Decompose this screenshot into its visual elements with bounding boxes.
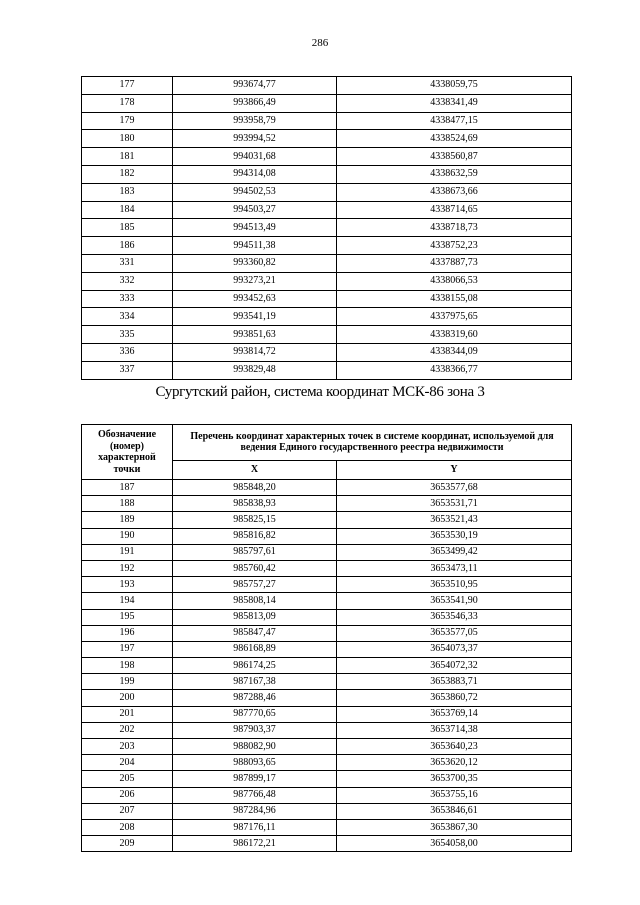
table-row bbox=[82, 361, 572, 379]
y-coordinate-cell: 3654073,37 bbox=[337, 641, 572, 657]
table-row bbox=[82, 836, 572, 852]
x-coordinate-cell: 986174,25 bbox=[173, 658, 337, 674]
point-id-cell: 177 bbox=[82, 77, 173, 95]
x-coordinate-cell: 987903,37 bbox=[173, 722, 337, 738]
table-row bbox=[82, 755, 572, 771]
y-coordinate-cell: 4338066,53 bbox=[337, 272, 572, 290]
table-row bbox=[82, 290, 572, 308]
y-coordinate-cell: 3653883,71 bbox=[337, 674, 572, 690]
point-id-cell: 199 bbox=[82, 674, 173, 690]
x-coordinate-cell: 994503,27 bbox=[173, 201, 337, 219]
y-coordinate-cell: 4338366,77 bbox=[337, 361, 572, 379]
table-row bbox=[82, 544, 572, 560]
table-row bbox=[82, 512, 572, 528]
y-coordinate-cell: 3653499,42 bbox=[337, 544, 572, 560]
point-id-cell: 191 bbox=[82, 544, 173, 560]
y-coordinate-cell: 3653714,38 bbox=[337, 722, 572, 738]
table-body bbox=[82, 77, 572, 380]
y-coordinate-cell: 4338341,49 bbox=[337, 94, 572, 112]
point-id-cell: 206 bbox=[82, 787, 173, 803]
point-id-cell: 204 bbox=[82, 755, 173, 771]
x-coordinate-cell: 993674,77 bbox=[173, 77, 337, 95]
point-id-cell: 337 bbox=[82, 361, 173, 379]
y-coordinate-cell: 3654058,00 bbox=[337, 836, 572, 852]
x-coordinate-cell: 985848,20 bbox=[173, 480, 337, 496]
y-coordinate-cell: 3653846,61 bbox=[337, 803, 572, 819]
point-id-cell: 182 bbox=[82, 165, 173, 183]
y-coordinate-cell: 4338714,65 bbox=[337, 201, 572, 219]
point-id-cell: 181 bbox=[82, 148, 173, 166]
point-id-cell: 178 bbox=[82, 94, 173, 112]
table-row bbox=[82, 625, 572, 641]
table-row bbox=[82, 201, 572, 219]
x-coordinate-cell: 993273,21 bbox=[173, 272, 337, 290]
point-id-cell: 202 bbox=[82, 722, 173, 738]
table-row bbox=[82, 130, 572, 148]
x-coordinate-cell: 993814,72 bbox=[173, 343, 337, 361]
table-row bbox=[82, 787, 572, 803]
point-id-cell: 205 bbox=[82, 771, 173, 787]
table-row bbox=[82, 690, 572, 706]
y-coordinate-cell: 3653769,14 bbox=[337, 706, 572, 722]
x-coordinate-cell: 993851,63 bbox=[173, 326, 337, 344]
y-coordinate-cell: 3653546,33 bbox=[337, 609, 572, 625]
y-coordinate-cell: 4338477,15 bbox=[337, 112, 572, 130]
table-row bbox=[82, 183, 572, 201]
y-coordinate-cell: 3653473,11 bbox=[337, 560, 572, 576]
x-coordinate-cell: 985808,14 bbox=[173, 593, 337, 609]
point-id-cell: 198 bbox=[82, 658, 173, 674]
table-row bbox=[82, 739, 572, 755]
x-coordinate-cell: 993452,63 bbox=[173, 290, 337, 308]
x-coordinate-cell: 993360,82 bbox=[173, 254, 337, 272]
point-id-cell: 201 bbox=[82, 706, 173, 722]
table-row bbox=[82, 480, 572, 496]
y-coordinate-cell: 3653531,71 bbox=[337, 496, 572, 512]
x-coordinate-cell: 987770,65 bbox=[173, 706, 337, 722]
table-row bbox=[82, 593, 572, 609]
x-coordinate-cell: 994513,49 bbox=[173, 219, 337, 237]
table-row bbox=[82, 609, 572, 625]
x-coordinate-cell: 993994,52 bbox=[173, 130, 337, 148]
point-id-cell: 192 bbox=[82, 560, 173, 576]
x-coordinate-cell: 987766,48 bbox=[173, 787, 337, 803]
point-id-cell: 195 bbox=[82, 609, 173, 625]
x-coordinate-cell: 994511,38 bbox=[173, 237, 337, 255]
y-coordinate-cell: 3653541,90 bbox=[337, 593, 572, 609]
header-point-id: Обозначение (номер) характерной точки bbox=[82, 425, 173, 480]
table-row bbox=[82, 496, 572, 512]
point-id-cell: 185 bbox=[82, 219, 173, 237]
x-coordinate-cell: 985760,42 bbox=[173, 560, 337, 576]
x-coordinate-cell: 987284,96 bbox=[173, 803, 337, 819]
y-coordinate-cell: 3653700,35 bbox=[337, 771, 572, 787]
point-id-cell: 183 bbox=[82, 183, 173, 201]
table-header bbox=[82, 425, 572, 480]
point-id-cell: 197 bbox=[82, 641, 173, 657]
point-id-cell: 194 bbox=[82, 593, 173, 609]
table-row bbox=[82, 722, 572, 738]
header-x: X bbox=[173, 460, 337, 479]
table-row bbox=[82, 343, 572, 361]
y-coordinate-cell: 4337975,65 bbox=[337, 308, 572, 326]
table-row bbox=[82, 237, 572, 255]
point-id-cell: 186 bbox=[82, 237, 173, 255]
table-row bbox=[82, 577, 572, 593]
y-coordinate-cell: 3653521,43 bbox=[337, 512, 572, 528]
point-id-cell: 203 bbox=[82, 739, 173, 755]
x-coordinate-cell: 988093,65 bbox=[173, 755, 337, 771]
point-id-cell: 200 bbox=[82, 690, 173, 706]
point-id-cell: 333 bbox=[82, 290, 173, 308]
point-id-cell: 208 bbox=[82, 819, 173, 835]
x-coordinate-cell: 994031,68 bbox=[173, 148, 337, 166]
point-id-cell: 187 bbox=[82, 480, 173, 496]
table-row bbox=[82, 658, 572, 674]
y-coordinate-cell: 4338718,73 bbox=[337, 219, 572, 237]
point-id-cell: 336 bbox=[82, 343, 173, 361]
table-row bbox=[82, 94, 572, 112]
table-row bbox=[82, 674, 572, 690]
y-coordinate-cell: 4337887,73 bbox=[337, 254, 572, 272]
point-id-cell: 209 bbox=[82, 836, 173, 852]
y-coordinate-cell: 3653620,12 bbox=[337, 755, 572, 771]
point-id-cell: 335 bbox=[82, 326, 173, 344]
x-coordinate-cell: 985847,47 bbox=[173, 625, 337, 641]
table-row bbox=[82, 706, 572, 722]
y-coordinate-cell: 3653860,72 bbox=[337, 690, 572, 706]
table-row bbox=[82, 528, 572, 544]
x-coordinate-cell: 985757,27 bbox=[173, 577, 337, 593]
table-row bbox=[82, 641, 572, 657]
point-id-cell: 189 bbox=[82, 512, 173, 528]
table-row bbox=[82, 148, 572, 166]
x-coordinate-cell: 985825,15 bbox=[173, 512, 337, 528]
coordinates-table-continued bbox=[81, 76, 572, 380]
point-id-cell: 188 bbox=[82, 496, 173, 512]
y-coordinate-cell: 4338673,66 bbox=[337, 183, 572, 201]
y-coordinate-cell: 4338524,69 bbox=[337, 130, 572, 148]
x-coordinate-cell: 993541,19 bbox=[173, 308, 337, 326]
table-row bbox=[82, 308, 572, 326]
y-coordinate-cell: 3653530,19 bbox=[337, 528, 572, 544]
point-id-cell: 193 bbox=[82, 577, 173, 593]
table-row bbox=[82, 803, 572, 819]
point-id-cell: 179 bbox=[82, 112, 173, 130]
y-coordinate-cell: 4338155,08 bbox=[337, 290, 572, 308]
table-row bbox=[82, 77, 572, 95]
y-coordinate-cell: 3653577,68 bbox=[337, 480, 572, 496]
x-coordinate-cell: 993866,49 bbox=[173, 94, 337, 112]
x-coordinate-cell: 987176,11 bbox=[173, 819, 337, 835]
y-coordinate-cell: 3653640,23 bbox=[337, 739, 572, 755]
y-coordinate-cell: 4338319,60 bbox=[337, 326, 572, 344]
table-row bbox=[82, 272, 572, 290]
header-y: Y bbox=[337, 460, 572, 479]
y-coordinate-cell: 3654072,32 bbox=[337, 658, 572, 674]
y-coordinate-cell: 3653510,95 bbox=[337, 577, 572, 593]
x-coordinate-cell: 985838,93 bbox=[173, 496, 337, 512]
x-coordinate-cell: 994314,08 bbox=[173, 165, 337, 183]
y-coordinate-cell: 3653867,30 bbox=[337, 819, 572, 835]
header-coordinates-list: Перечень координат характерных точек в системе координат, используемой для ведения Единого государственного реестра недвижимости bbox=[173, 425, 572, 461]
point-id-cell: 331 bbox=[82, 254, 173, 272]
x-coordinate-cell: 987167,38 bbox=[173, 674, 337, 690]
y-coordinate-cell: 4338632,59 bbox=[337, 165, 572, 183]
x-coordinate-cell: 986172,21 bbox=[173, 836, 337, 852]
x-coordinate-cell: 987899,17 bbox=[173, 771, 337, 787]
x-coordinate-cell: 993958,79 bbox=[173, 112, 337, 130]
y-coordinate-cell: 4338344,09 bbox=[337, 343, 572, 361]
table-row bbox=[82, 112, 572, 130]
table-row bbox=[82, 254, 572, 272]
y-coordinate-cell: 3653577,05 bbox=[337, 625, 572, 641]
table-row bbox=[82, 326, 572, 344]
point-id-cell: 184 bbox=[82, 201, 173, 219]
point-id-cell: 334 bbox=[82, 308, 173, 326]
y-coordinate-cell: 4338059,75 bbox=[337, 77, 572, 95]
y-coordinate-cell: 4338752,23 bbox=[337, 237, 572, 255]
x-coordinate-cell: 994502,53 bbox=[173, 183, 337, 201]
x-coordinate-cell: 985813,09 bbox=[173, 609, 337, 625]
point-id-cell: 196 bbox=[82, 625, 173, 641]
x-coordinate-cell: 987288,46 bbox=[173, 690, 337, 706]
table-row bbox=[82, 165, 572, 183]
x-coordinate-cell: 993829,48 bbox=[173, 361, 337, 379]
point-id-cell: 207 bbox=[82, 803, 173, 819]
page-number: 286 bbox=[311, 37, 329, 49]
table-body bbox=[82, 480, 572, 852]
x-coordinate-cell: 985816,82 bbox=[173, 528, 337, 544]
y-coordinate-cell: 3653755,16 bbox=[337, 787, 572, 803]
point-id-cell: 332 bbox=[82, 272, 173, 290]
point-id-cell: 190 bbox=[82, 528, 173, 544]
table-row bbox=[82, 771, 572, 787]
table-row bbox=[82, 219, 572, 237]
section-title: Сургутский район, система координат МСК-86 зона 3 bbox=[155, 384, 485, 400]
table-row bbox=[82, 560, 572, 576]
table-row bbox=[82, 819, 572, 835]
point-id-cell: 180 bbox=[82, 130, 173, 148]
y-coordinate-cell: 4338560,87 bbox=[337, 148, 572, 166]
x-coordinate-cell: 985797,61 bbox=[173, 544, 337, 560]
coordinates-table bbox=[81, 424, 572, 852]
x-coordinate-cell: 986168,89 bbox=[173, 641, 337, 657]
x-coordinate-cell: 988082,90 bbox=[173, 739, 337, 755]
